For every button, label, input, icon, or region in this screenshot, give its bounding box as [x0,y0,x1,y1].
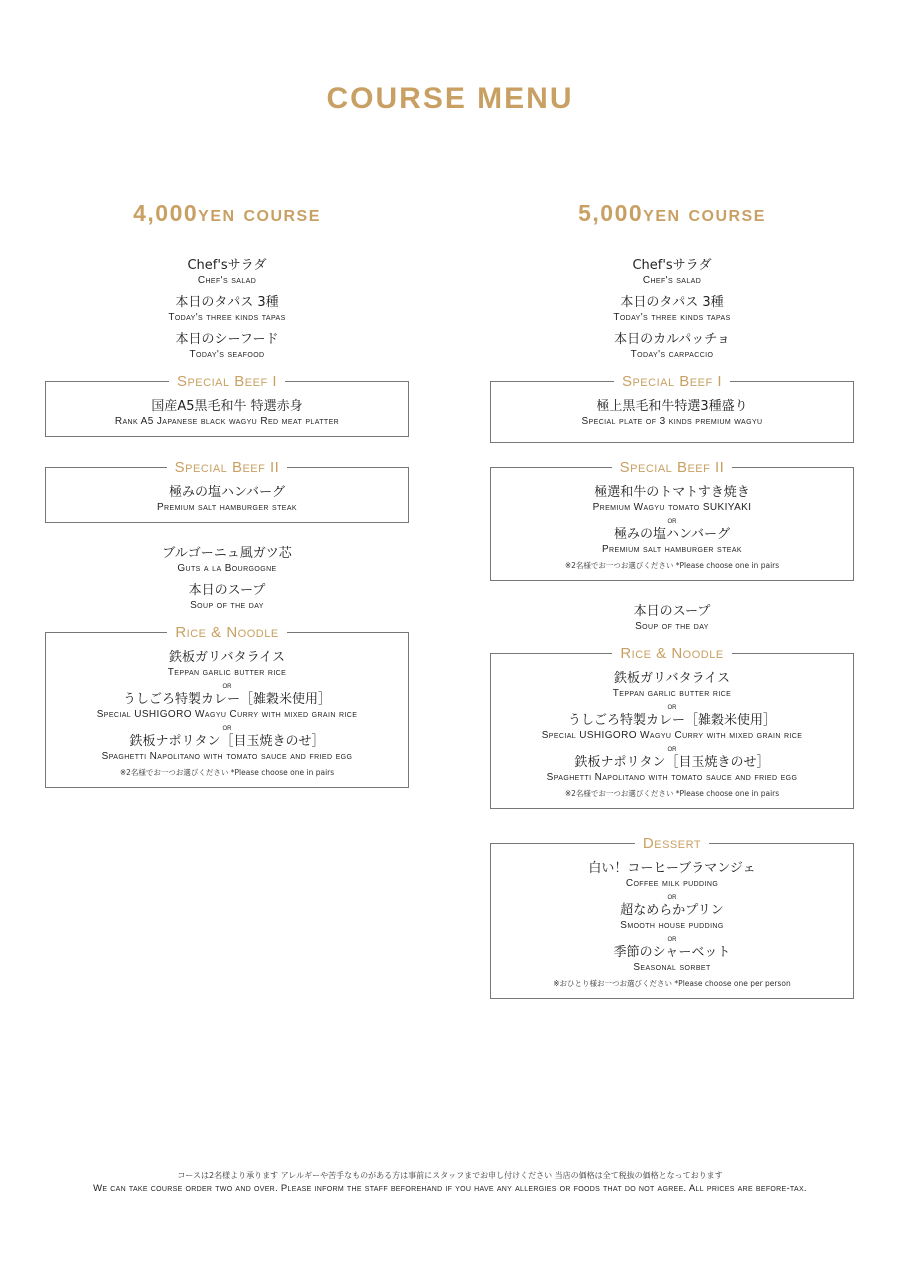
item-jp: 本日のスープ [633,604,711,619]
special-beef-2-box [490,459,854,581]
menu-item [490,331,854,361]
item-en: Teppan garlic butter rice [167,667,287,678]
item-en: Special USHIGORO Wagyu Curry with mixed grain rice [541,730,803,741]
menu-item [45,294,409,324]
or-separator: or [667,891,677,901]
footer-jp: コースは2名様より承ります アレルギーや苦手なものがある方は事前にスタッフまでお申し付けください 当店の価格は全て税抜の価格となっております [177,1171,723,1180]
section-title: Special Beef I [614,373,730,390]
section-title: Special Beef II [167,459,288,476]
or-separator: or [667,743,677,753]
course-title: 4,000yen course [133,200,321,226]
item-en: Chef's salad [642,275,702,286]
item-jp: 極上黒毛和牛特選3種盛り [596,399,748,414]
rice-noodle-box [45,624,409,788]
item-jp: 白い！コーヒーブラマンジェ [588,861,756,876]
course-5000-column [490,200,854,1021]
menu-item [497,526,847,556]
item-jp: 国産A5黒毛和牛 特選赤身 [151,399,303,414]
menu-item [497,902,847,932]
course-4000-column [45,200,409,810]
or-separator: or [667,515,677,525]
menu-item [497,860,847,890]
item-en: Today's seafood [189,349,265,360]
item-en: Special plate of 3 kinds premium wagyu [581,416,763,427]
menu-item [497,398,847,428]
item-en: Soup of the day [190,600,264,611]
item-jp: 鉄板ナポリタン［目玉焼きのせ］ [574,755,770,770]
or-separator: or [667,701,677,711]
special-beef-1-box [45,373,409,437]
item-jp: ブルゴーニュ風ガツ芯 [162,546,292,561]
item-en: Chef's salad [197,275,257,286]
menu-item [45,257,409,287]
item-en: Premium salt hamburger steak [156,502,298,513]
choice-note: ※2名様でお一つお選びください *Please choose one in pairs [564,561,780,570]
section-title: Special Beef II [612,459,733,476]
item-en: Today's carpaccio [630,349,714,360]
item-jp: 本日のタパス 3種 [620,295,724,310]
menu-item [45,545,409,575]
item-en: Spaghetti Napolitano with tomato sauce and fried egg [101,751,353,762]
item-en: Special USHIGORO Wagyu Curry with mixed grain rice [96,709,358,720]
item-jp: 本日のカルパッチョ [614,332,730,347]
item-en: Premium Wagyu tomato SUKIYAKI [592,502,752,513]
section-title: Rice & Noodle [612,645,731,662]
choice-note: ※2名様でお一つお選びください *Please choose one in pairs [119,768,335,777]
menu-item [490,294,854,324]
section-title: Rice & Noodle [167,624,286,641]
item-en: Premium salt hamburger steak [601,544,743,555]
item-jp: 超なめらかプリン [620,903,724,918]
footer [0,1170,900,1196]
course-title: 5,000yen course [578,200,766,226]
item-en: Rank A5 Japanese black wagyu Red meat platter [114,416,340,427]
item-en: Guts a la Bourgogne [177,563,277,574]
item-jp: うしごろ特製カレー［雑穀米使用］ [567,713,776,728]
dessert-box [490,835,854,999]
item-en: Today's three kinds tapas [613,312,731,323]
menu-item [497,944,847,974]
choice-note: ※おひとり様お一つお選びください *Please choose one per person [553,979,791,988]
menu-item [497,754,847,784]
item-jp: Chef'sサラダ [632,258,712,273]
item-jp: 本日のタパス 3種 [175,295,279,310]
menu-item [52,398,402,428]
menu-item [497,712,847,742]
item-jp: 極みの塩ハンバーグ [168,485,286,500]
menu-item [490,603,854,633]
section-title: Dessert [635,835,709,852]
item-jp: 極みの塩ハンバーグ [613,527,731,542]
menu-item [497,670,847,700]
menu-item [52,484,402,514]
menu-item [490,257,854,287]
item-en: Soup of the day [635,621,709,632]
item-en: Smooth house pudding [620,920,724,931]
item-jp: 季節のシャーベット [613,945,731,960]
menu-item [497,484,847,514]
or-separator: or [222,722,232,732]
item-jp: 鉄板ガリバタライス [613,671,731,686]
item-jp: うしごろ特製カレー［雑穀米使用］ [122,692,331,707]
menu-item [52,691,402,721]
item-en: Today's three kinds tapas [168,312,286,323]
item-en: Teppan garlic butter rice [612,688,732,699]
menu-item [45,582,409,612]
item-jp: 鉄板ナポリタン［目玉焼きのせ］ [129,734,325,749]
page-title: COURSE MENU [326,82,574,115]
item-jp: 本日のスープ [188,583,266,598]
menu-item [45,331,409,361]
footer-en: We can take course order two and over. Please inform the staff beforehand if you have any allergies or foods that do not agree. All prices are before-tax. [93,1183,807,1194]
item-en: Coffee milk pudding [625,878,719,889]
item-jp: 極選和牛のトマトすき焼き [594,485,750,500]
menu-item [52,649,402,679]
rice-noodle-box [490,645,854,809]
item-jp: 鉄板ガリバタライス [168,650,286,665]
item-jp: Chef'sサラダ [187,258,267,273]
item-en: Spaghetti Napolitano with tomato sauce and fried egg [546,772,798,783]
section-title: Special Beef I [169,373,285,390]
special-beef-2-box [45,459,409,523]
item-en: Seasonal sorbet [633,962,711,973]
or-separator: or [222,680,232,690]
special-beef-1-box [490,373,854,443]
or-separator: or [667,933,677,943]
choice-note: ※2名様でお一つお選びください *Please choose one in pairs [564,789,780,798]
menu-item [52,733,402,763]
item-jp: 本日のシーフード [175,332,279,347]
